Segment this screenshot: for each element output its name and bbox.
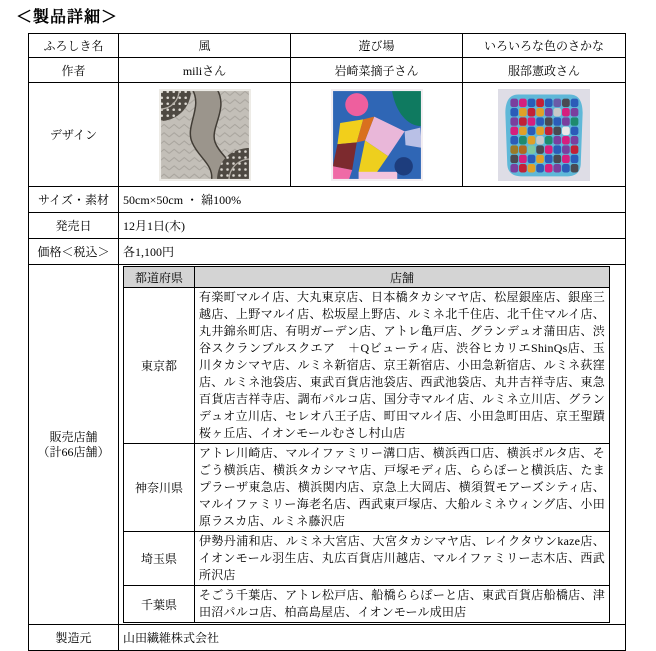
prefecture-saitama: 埼玉県 xyxy=(124,532,195,586)
author-label: 作者 xyxy=(29,58,119,83)
store-list-table xyxy=(123,266,610,623)
row-manufacturer xyxy=(29,625,626,651)
release-date-value: 12月1日(木) xyxy=(119,213,626,239)
design-label: デザイン xyxy=(29,83,119,187)
store-row-tokyo xyxy=(124,288,610,444)
prefecture-chiba: 千葉県 xyxy=(124,586,195,623)
author-2: 岩崎菜摘子さん xyxy=(291,58,463,83)
prefecture-tokyo: 東京都 xyxy=(124,288,195,444)
sales-stores-label-line1: 販売店舗 xyxy=(49,429,98,444)
author-3: 服部憲政さん xyxy=(463,58,626,83)
stores-kanagawa: アトレ川崎店、マルイファミリー溝口店、横浜西口店、横浜ポルタ店、そごう横浜店、横浜タカシマヤ店、戸塚モディ店、ららぽーと横浜店、たまプラーザ東急店、横浜関内店、京急上大岡店、横須賀モアーズシティ店、マルイファミリー海老名店、西武東戸塚店、大船ルミネウィング店、小田原ラスカ店、ルミネ藤沢店 xyxy=(195,444,610,532)
furoshiki-name-kaze: 風 xyxy=(119,34,291,58)
sales-stores-label-line2: （計66店舗） xyxy=(37,444,110,459)
author-1: miliさん xyxy=(119,58,291,83)
stores-tokyo: 有楽町マルイ店、大丸東京店、日本橋タカシマヤ店、松屋銀座店、銀座三越店、上野マルイ店、松坂屋上野店、ルミネ北千住店、北千住マルイ店、丸井錦糸町店、有明ガーデン店、アトレ亀戸店、グランデュオ蒲田店、渋谷スクランブルスクエア ＋Qビューティ店、渋谷ヒカリエShinQs店、玉川タカシマヤ店、ルミネ新宿店、京王新宿店、小田急新宿店、ルミネ荻窪店、ルミネ池袋店、東武百貨店池袋店、西武池袋店、丸井吉祥寺店、東急百貨店吉祥寺店、調布パルコ店、国分寺マルイ店、ルミネ立川店、グランデュオ立川店、セレオ八王子店、町田マルイ店、小田急町田店、京王聖蹟桜ヶ丘店、イオンモールむさし村山店 xyxy=(195,288,610,444)
size-material-label: サイズ・素材 xyxy=(29,187,119,213)
store-row-chiba xyxy=(124,586,610,623)
store-table-header-row xyxy=(124,267,610,288)
size-material-value: 50cm×50cm ・ 綿100% xyxy=(119,187,626,213)
price-value: 各1,100円 xyxy=(119,239,626,265)
store-header: 店舗 xyxy=(195,267,610,288)
design-image-kaze xyxy=(159,89,251,181)
stores-saitama: 伊勢丹浦和店、ルミネ大宮店、大宮タカシマヤ店、レイクタウンkaze店、イオンモール羽生店、丸広百貨店川越店、マルイファミリー志木店、西武所沢店 xyxy=(195,532,610,586)
row-author xyxy=(29,58,626,83)
design-cell-kaze xyxy=(119,83,291,187)
product-detail-table xyxy=(28,33,626,651)
design-image-sakana xyxy=(498,89,590,181)
price-label: 価格＜税込＞ xyxy=(29,239,119,265)
page-title: ＜製品詳細＞ xyxy=(16,9,119,26)
sales-stores-label xyxy=(29,265,119,625)
release-date-label: 発売日 xyxy=(29,213,119,239)
furoshiki-name-sakana: いろいろな色のさかな xyxy=(463,34,626,58)
furoshiki-name-asobiba: 遊び場 xyxy=(291,34,463,58)
row-furoshiki-name xyxy=(29,34,626,58)
store-row-saitama xyxy=(124,532,610,586)
manufacturer-label: 製造元 xyxy=(29,625,119,651)
design-cell-asobiba xyxy=(291,83,463,187)
design-image-asobiba xyxy=(331,89,423,181)
prefecture-header: 都道府県 xyxy=(124,267,195,288)
sales-stores-cell xyxy=(119,265,626,625)
row-size-material xyxy=(29,187,626,213)
row-price xyxy=(29,239,626,265)
row-design xyxy=(29,83,626,187)
page xyxy=(0,4,656,651)
furoshiki-name-label: ふろしき名 xyxy=(29,34,119,58)
design-cell-sakana xyxy=(463,83,626,187)
row-release-date xyxy=(29,213,626,239)
manufacturer-value: 山田繊維株式会社 xyxy=(119,625,626,651)
store-row-kanagawa xyxy=(124,444,610,532)
prefecture-kanagawa: 神奈川県 xyxy=(124,444,195,532)
stores-chiba: そごう千葉店、アトレ松戸店、船橋ららぽーと店、東武百貨店船橋店、津田沼パルコ店、柏高島屋店、イオンモール成田店 xyxy=(195,586,610,623)
row-sales-stores xyxy=(29,265,626,625)
